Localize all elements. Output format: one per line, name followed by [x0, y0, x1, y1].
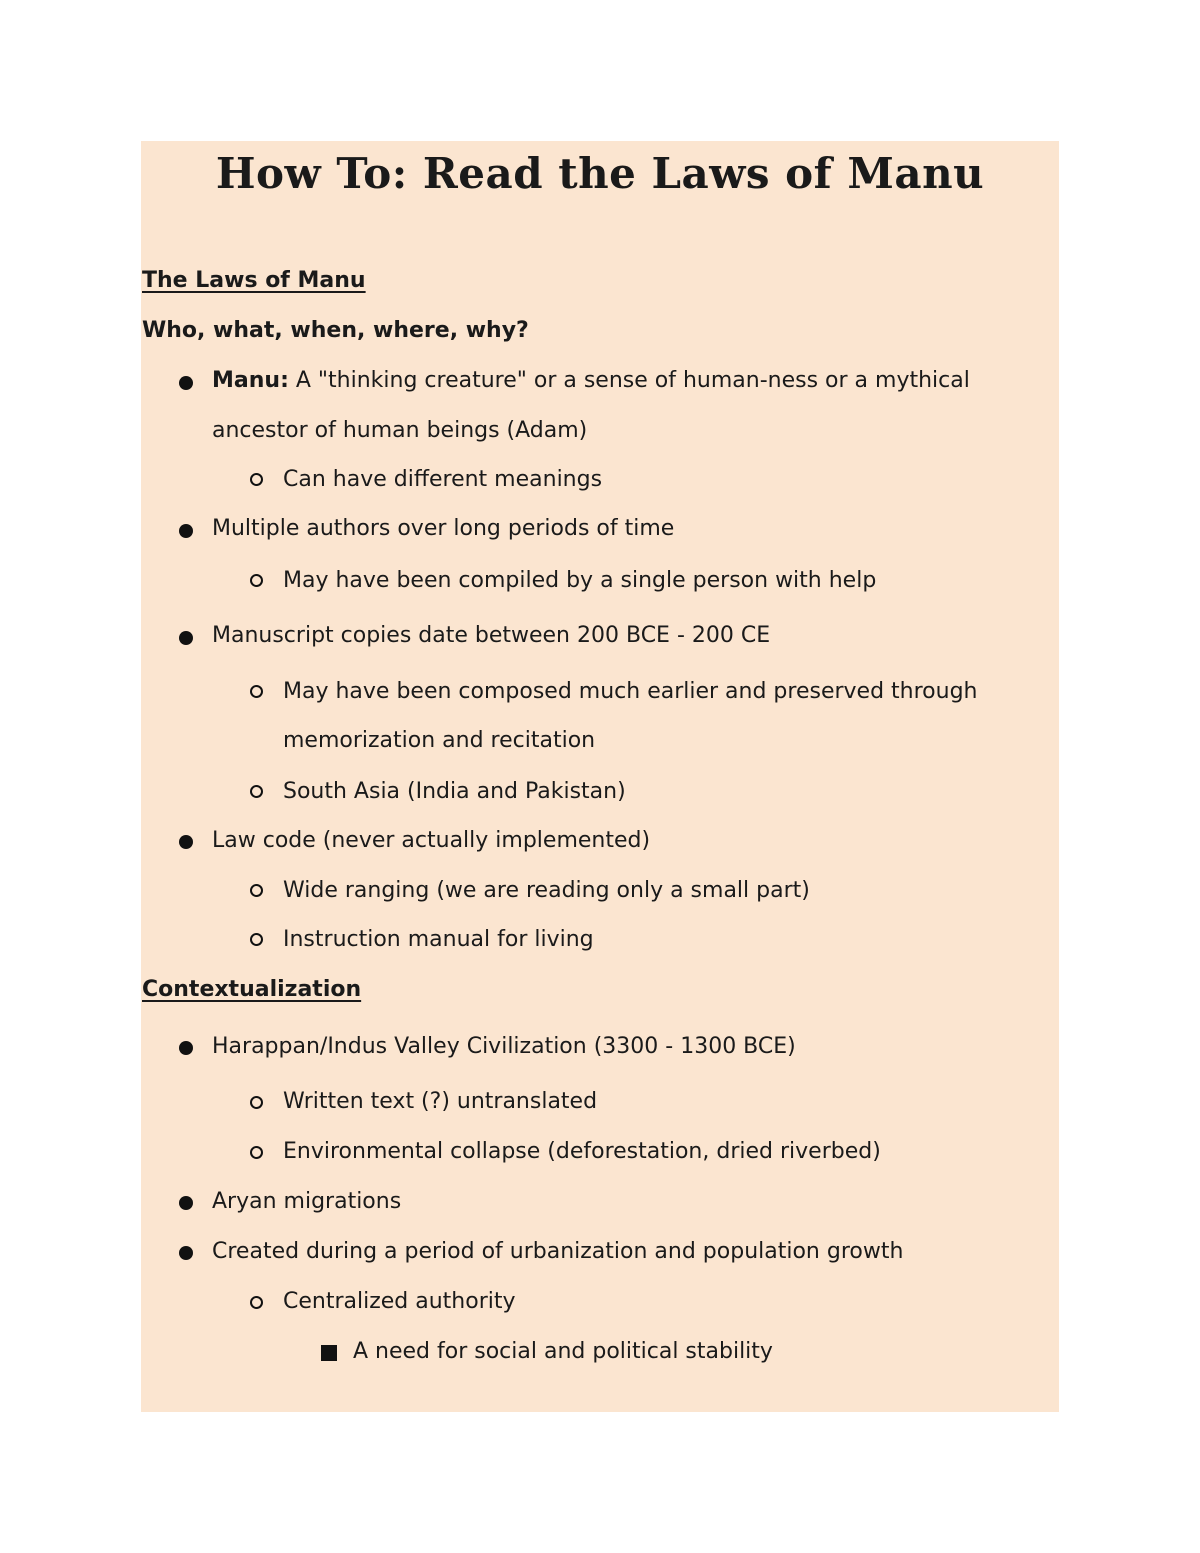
bullet-hollow-icon [250, 1096, 263, 1109]
bullet-hollow-icon [250, 1296, 263, 1309]
section-subheading-who-what: Who, what, when, where, why? [142, 318, 529, 343]
list-item-lead: Manu: [212, 368, 289, 393]
list-subitem: Wide ranging (we are reading only a small part) [283, 878, 810, 903]
list-subitem: May have been composed much earlier and preserved through [283, 679, 978, 704]
list-subitem: Can have different meanings [283, 467, 603, 492]
section-heading-contextualization: Contextualization [142, 977, 362, 1002]
list-subsubitem: A need for social and political stability [353, 1339, 773, 1364]
list-subitem: Centralized authority [283, 1289, 516, 1314]
bullet-solid-icon [179, 1041, 193, 1055]
section-heading-laws-of-manu: The Laws of Manu [142, 268, 366, 293]
bullet-solid-icon [179, 1196, 193, 1210]
bullet-hollow-icon [250, 685, 263, 698]
list-subitem: Written text (?) untranslated [283, 1089, 598, 1114]
list-item-text: A "thinking creature" or a sense of human-ness or a mythical [288, 368, 970, 393]
list-item: Law code (never actually implemented) [212, 828, 651, 853]
bullet-square-icon [321, 1345, 337, 1361]
list-item: Aryan migrations [212, 1189, 402, 1214]
bullet-solid-icon [179, 376, 193, 390]
document-title: How To: Read the Laws of Manu [215, 149, 985, 198]
bullet-solid-icon [179, 631, 193, 645]
bullet-solid-icon [179, 524, 193, 538]
bullet-hollow-icon [250, 785, 263, 798]
list-subitem: Environmental collapse (deforestation, dried riverbed) [283, 1139, 881, 1164]
list-item: Harappan/Indus Valley Civilization (3300 - 1300 BCE) [212, 1034, 796, 1059]
list-subitem: South Asia (India and Pakistan) [283, 779, 626, 804]
bullet-hollow-icon [250, 473, 263, 486]
list-subitem: Instruction manual for living [283, 927, 594, 952]
list-item: Multiple authors over long periods of time [212, 516, 675, 541]
bullet-hollow-icon [250, 884, 263, 897]
list-item: Manuscript copies date between 200 BCE - 200 CE [212, 623, 771, 648]
bullet-hollow-icon [250, 1146, 263, 1159]
bullet-hollow-icon [250, 574, 263, 587]
bullet-hollow-icon [250, 933, 263, 946]
bullet-solid-icon [179, 1246, 193, 1260]
list-subitem-continuation: memorization and recitation [283, 728, 596, 753]
list-item: Created during a period of urbanization and population growth [212, 1239, 904, 1264]
list-item-continuation: ancestor of human beings (Adam) [212, 418, 588, 443]
list-subitem: May have been compiled by a single person with help [283, 568, 877, 593]
list-item-manu [212, 366, 970, 396]
bullet-solid-icon [179, 835, 193, 849]
